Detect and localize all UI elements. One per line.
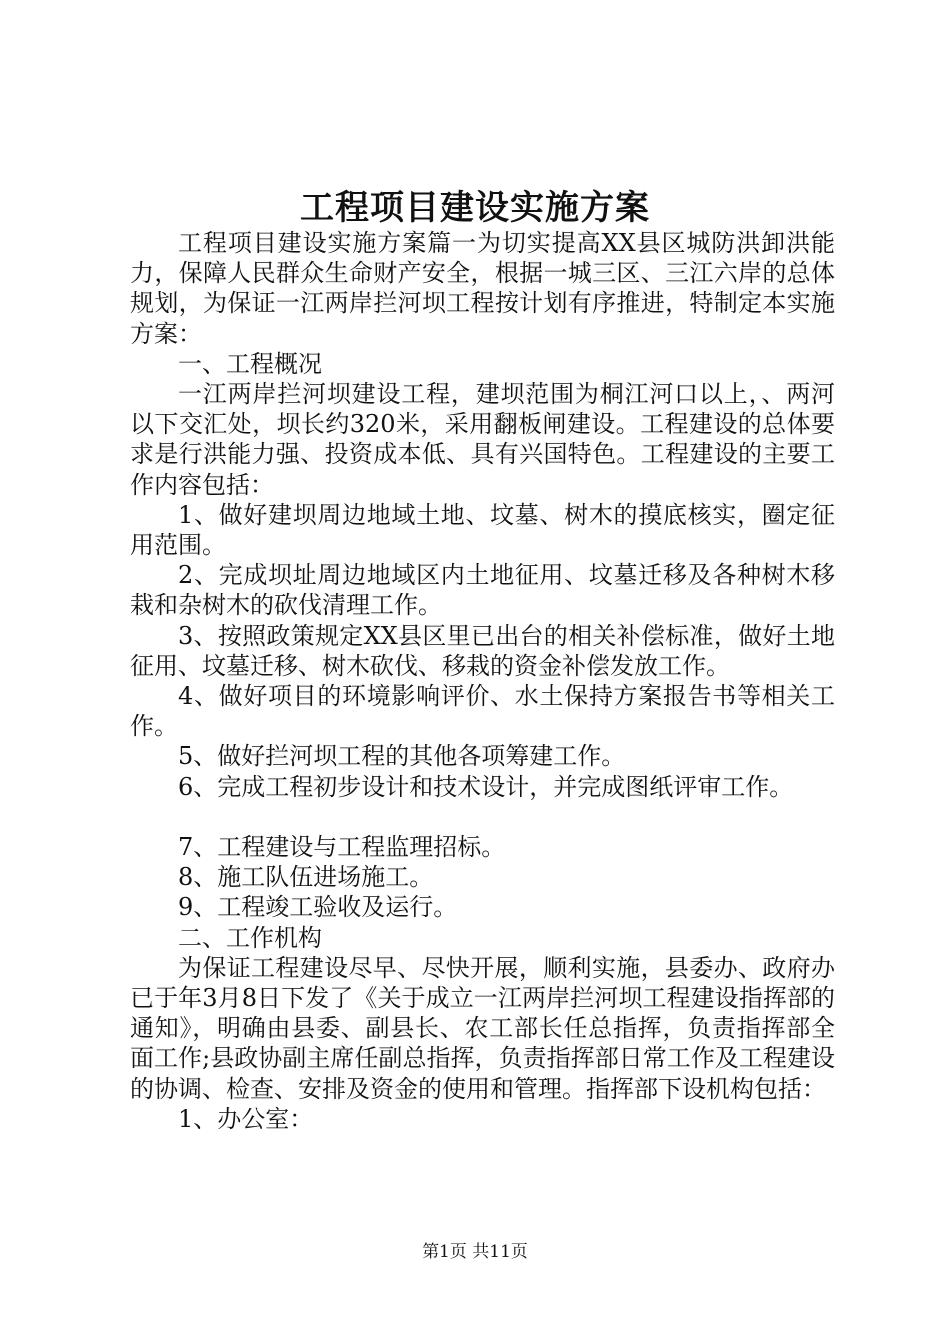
list-item-1: 1、做好建坝周边地域土地、坟墓、树木的摸底核实，圈定征用范围。 — [130, 500, 835, 560]
paragraph-intro: 工程项目建设实施方案篇一为切实提高XX县区城防洪卸洪能力，保障人民群众生命财产安全，根据一城三区、三江六岸的总体规划，为保证一江两岸拦河坝工程按计划有序推进，特制定本实施方案： — [130, 229, 835, 348]
list-item-office: 1、办公室： — [178, 1104, 314, 1133]
list-item-8: 8、施工队伍进场施工。 — [178, 863, 434, 892]
document-title: 工程项目建设实施方案 — [300, 188, 650, 228]
list-item-4: 4、做好项目的环境影响评价、水土保持方案报告书等相关工作。 — [130, 682, 835, 741]
document-body — [130, 228, 835, 1134]
page-footer: 第1页 共11页 — [422, 1242, 528, 1262]
list-item-7: 7、工程建设与工程监理招标。 — [178, 833, 506, 862]
list-item-5: 5、做好拦河坝工程的其他各项筹建工作。 — [178, 742, 626, 771]
list-item-9: 9、工程竣工验收及运行。 — [178, 893, 458, 922]
section-heading-organization: 二、工作机构 — [178, 923, 322, 952]
paragraph-overview: 一江两岸拦河坝建设工程，建坝范围为桐江河口以上，、两河以下交汇处，坝长约320米，采用翻板闸建设。工程建设的总体要求是行洪能力强、投资成本低、具有兴国特色。工程建设的主要工作内容包括： — [130, 380, 835, 499]
list-item-6: 6、完成工程初步设计和技术设计，并完成图纸评审工作。 — [178, 772, 794, 801]
list-item-3: 3、按照政策规定XX县区里已出台的相关补偿标准，做好土地征用、坟墓迁移、树木砍伐、移栽的资金补偿发放工作。 — [130, 621, 835, 680]
list-item-2: 2、完成坝址周边地域区内土地征用、坟墓迁移及各种树木移栽和杂树木的砍伐清理工作。 — [130, 561, 835, 620]
blank-line — [130, 802, 835, 832]
section-heading-overview: 一、工程概况 — [178, 349, 322, 378]
paragraph-organization: 为保证工程建设尽早、尽快开展，顺利实施，县委办、政府办已于年3月8日下发了《关于成立一江两岸拦河坝工程建设指挥部的通知》，明确由县委、副县长、农工部长任总指挥，负责指挥部全面工作;县政协副主席任副总指挥，负责指挥部日常工作及工程建设的协调、检查、安排及资金的使用和管理。指挥部下设机构包括： — [130, 953, 835, 1103]
